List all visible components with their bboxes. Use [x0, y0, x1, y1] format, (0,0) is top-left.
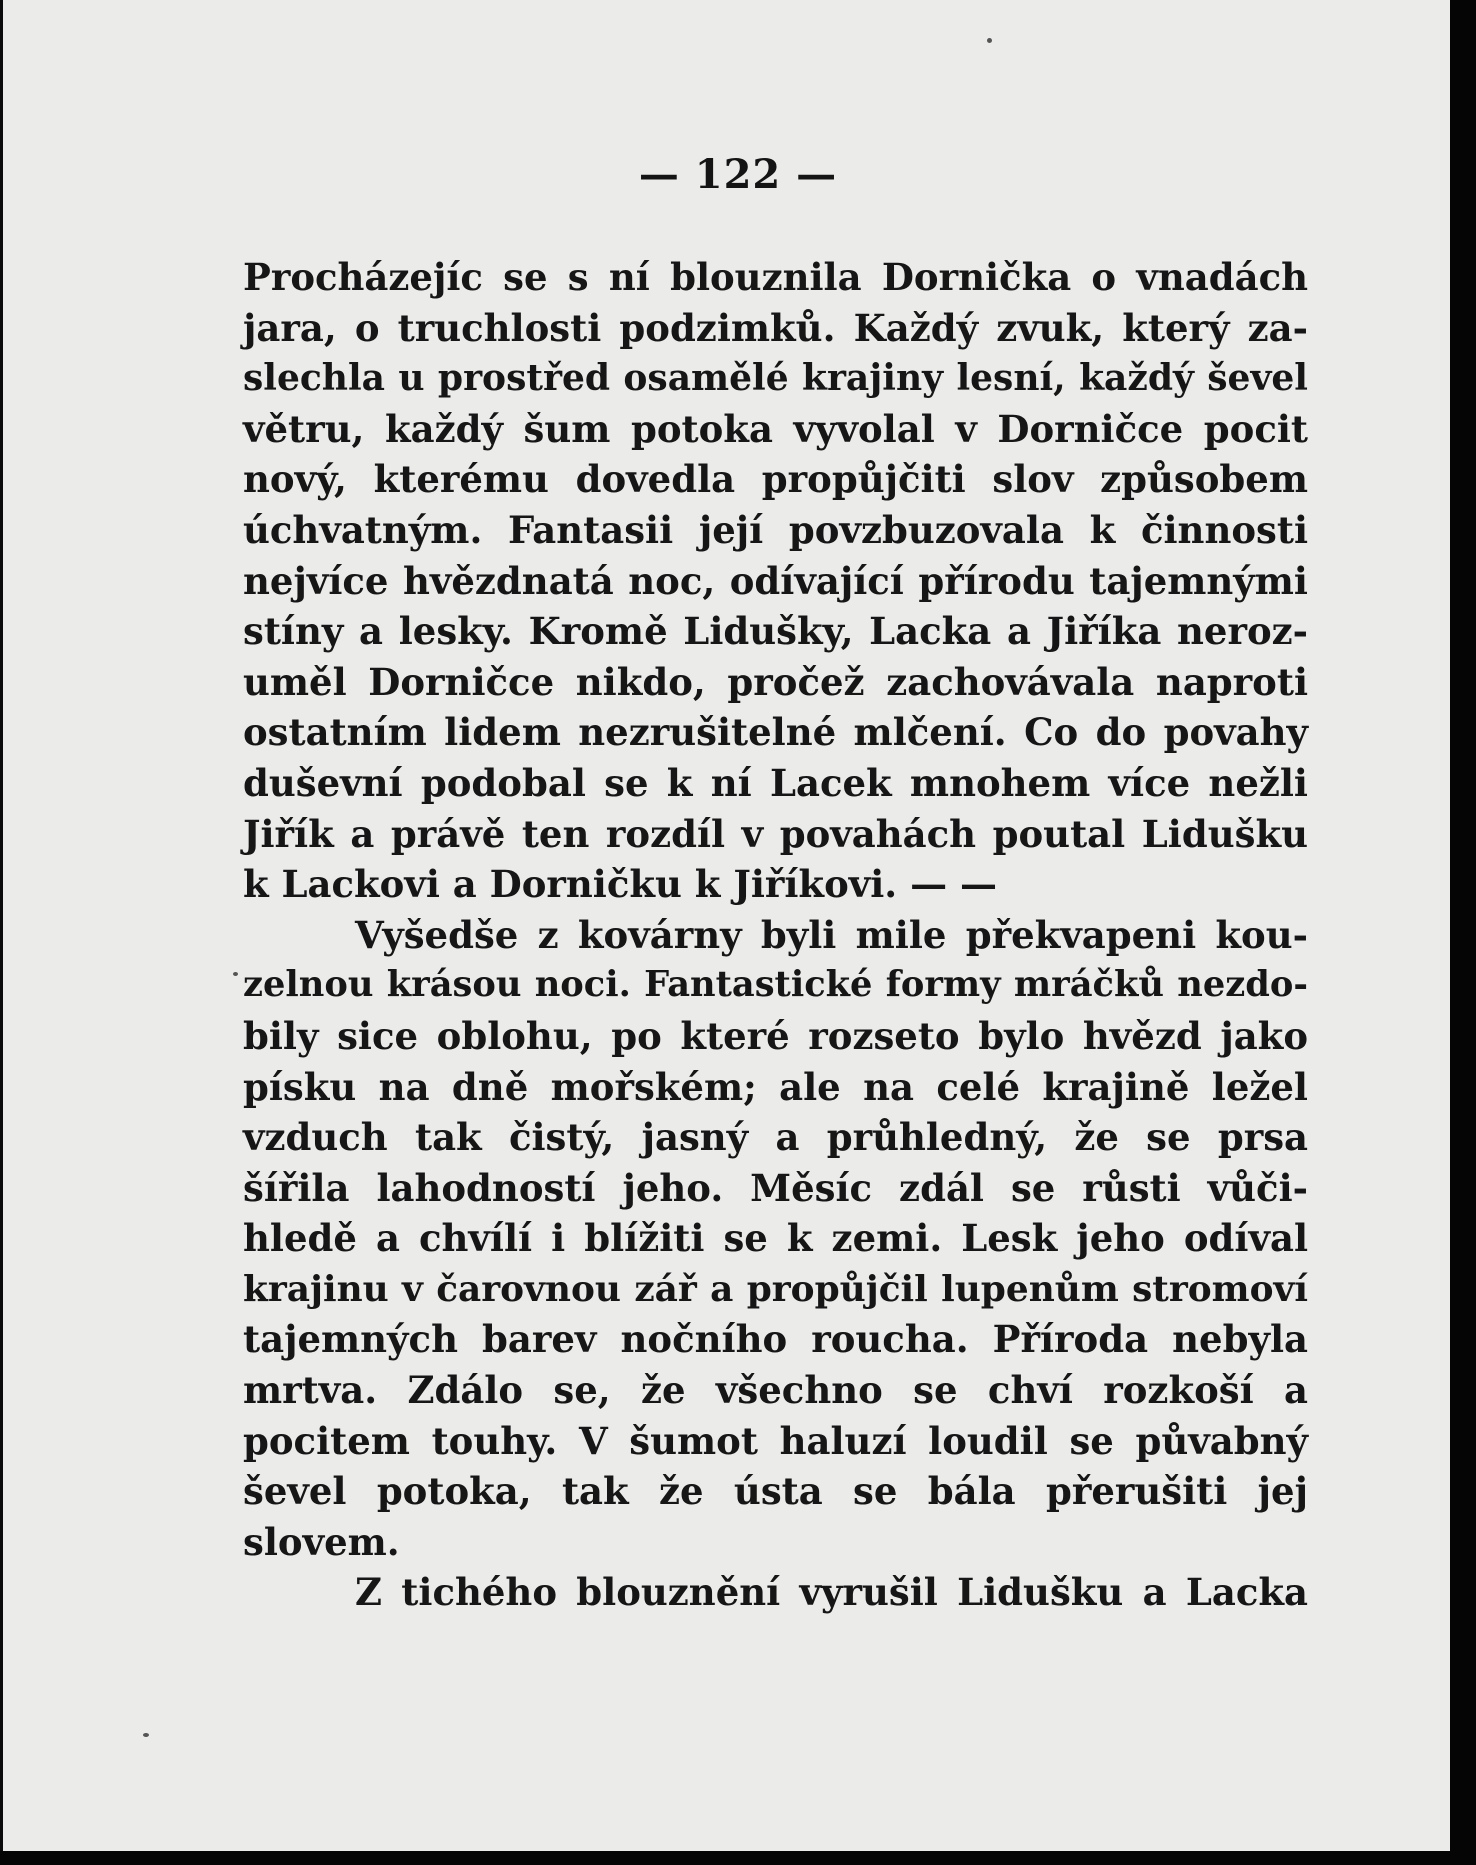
- text-line: úchvatným. Fantasii její povzbuzovala k činnosti: [243, 507, 1308, 552]
- text-line: slovem.: [243, 1519, 400, 1564]
- text-line: k Lackovi a Dorničku k Jiříkovi. — —: [243, 862, 997, 907]
- text-line: mrtva. Zdálo se, že všechno se chví rozkoší a: [243, 1368, 1308, 1413]
- text-line: nejvíce hvězdnatá noc, odívající přírodu tajemnými: [243, 558, 1308, 603]
- scan-border-right: [1450, 0, 1476, 1865]
- text-line: krajinu v čarovnou zář a propůjčil lupenům stromoví: [243, 1267, 1308, 1310]
- text-line: jara, o truchlosti podzimků. Každý zvuk, který za-: [243, 305, 1308, 350]
- scan-speck: [987, 38, 992, 43]
- text-line: zelnou krásou noci. Fantastické formy mráčků nezdo-: [243, 964, 1308, 1006]
- text-line: vzduch tak čistý, jasný a průhledný, že se prsa: [243, 1115, 1308, 1160]
- text-line: Jiřík a právě ten rozdíl v povahách poutal Lidušku: [243, 811, 1308, 856]
- text-line: stíny a lesky. Kromě Lidušky, Lacka a Jiříka neroz-: [243, 609, 1308, 654]
- text-line: tajemných barev nočního roucha. Příroda nebyla: [243, 1317, 1308, 1362]
- text-line: pocitem touhy. V šumot haluzí loudil se půvabný: [243, 1418, 1308, 1463]
- text-line: ostatním lidem nezrušitelné mlčení. Co do povahy: [243, 710, 1308, 755]
- text-line: hledě a chvílí i blížiti se k zemi. Lesk jeho odíval: [243, 1216, 1308, 1261]
- text-line: větru, každý šum potoka vyvolal v Dorničce pocit: [243, 406, 1308, 451]
- text-line: ševel potoka, tak že ústa se bála přerušiti jej: [243, 1469, 1308, 1514]
- text-line: nový, kterému dovedla propůjčiti slov způsobem: [243, 457, 1308, 502]
- body-text: [243, 252, 1308, 1618]
- text-line: bily sice oblohu, po které rozseto bylo hvězd jako: [243, 1013, 1308, 1058]
- page-number: — 122 —: [638, 151, 838, 198]
- text-line: Procházejíc se s ní blouznila Dornička o vnadách: [243, 255, 1308, 299]
- scan-speck: [143, 1733, 149, 1737]
- text-line: šířila lahodností jeho. Měsíc zdál se růsti vůči-: [243, 1165, 1308, 1210]
- text-line: Vyšedše z kovárny byli mile překvapeni kou-: [355, 912, 1308, 957]
- text-line: uměl Dorničce nikdo, pročež zachovávala naproti: [243, 659, 1308, 704]
- scan-speck: [233, 972, 238, 976]
- text-line: Z tichého blouznění vyrušil Lidušku a Lacka: [355, 1570, 1308, 1615]
- text-line: duševní podobal se k ní Lacek mnohem více nežli: [243, 760, 1308, 805]
- scan-border-bottom: [0, 1851, 1476, 1865]
- text-line: slechla u prostřed osamělé krajiny lesní, každý ševel: [243, 357, 1308, 400]
- text-line: písku na dně mořském; ale na celé krajině ležel: [243, 1064, 1308, 1109]
